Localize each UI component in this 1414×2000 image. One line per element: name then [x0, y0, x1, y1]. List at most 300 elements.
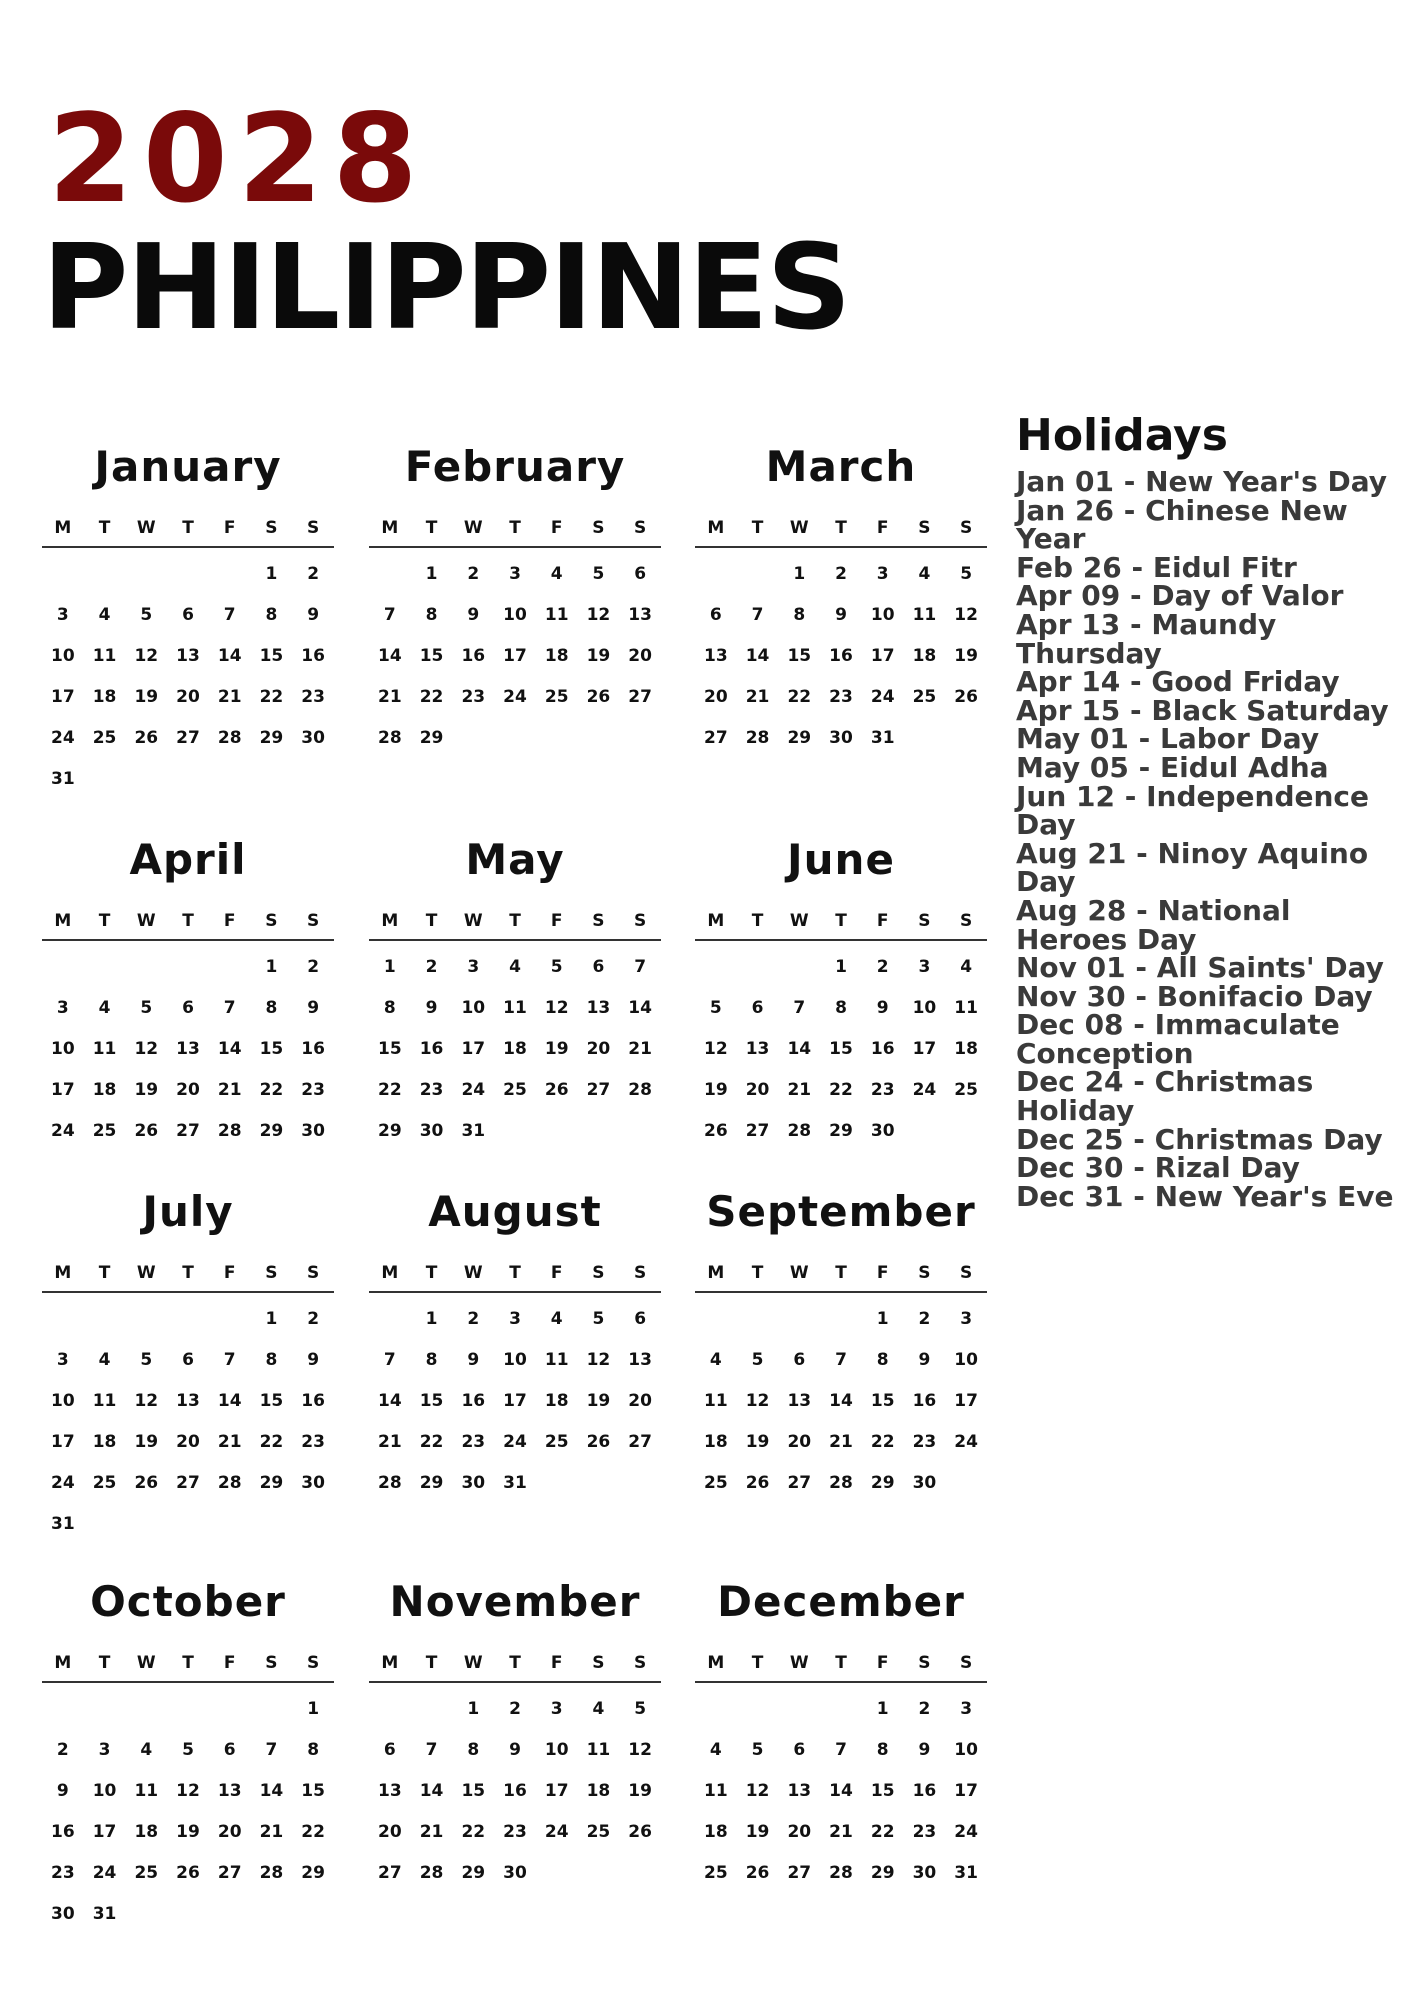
- weekday-label: S: [634, 1263, 647, 1283]
- day-cell: 14: [378, 646, 402, 666]
- weekday-label: W: [463, 911, 483, 931]
- weekday-label: S: [918, 1653, 931, 1673]
- day-cell: 12: [704, 1039, 728, 1059]
- day-cell: 15: [829, 1039, 853, 1059]
- day-cell: 10: [503, 1350, 527, 1370]
- day-cell: 9: [509, 1740, 521, 1760]
- day-cell: 30: [301, 728, 325, 748]
- day-cell: 29: [259, 1121, 284, 1141]
- day-cell: 30: [870, 1121, 895, 1141]
- day-cell: 20: [378, 1822, 402, 1842]
- weekday-label: S: [960, 1263, 973, 1283]
- empty-day-cell: [42, 1689, 84, 1730]
- weekday-label: F: [223, 518, 236, 538]
- holidays-title: Holidays: [1016, 410, 1228, 461]
- day-cell: 21: [745, 687, 770, 707]
- day-cell: 24: [51, 1121, 75, 1141]
- day-cell: 22: [378, 1080, 402, 1100]
- day-cell: 27: [628, 1432, 652, 1452]
- day-cell: 9: [56, 1781, 69, 1801]
- day-cell: 21: [378, 687, 402, 707]
- weekday-label: M: [54, 1263, 72, 1283]
- day-cell: 26: [704, 1121, 728, 1141]
- day-cell: 28: [628, 1080, 652, 1100]
- day-cell: 8: [265, 1350, 278, 1370]
- day-cell: 23: [912, 1822, 937, 1842]
- day-cell: 10: [954, 1740, 978, 1760]
- day-cell: 25: [912, 687, 937, 707]
- country-title: PHILIPPINES: [42, 218, 850, 356]
- weekday-header-row: [369, 516, 661, 548]
- day-cell: 18: [544, 646, 569, 666]
- day-cell: 28: [378, 728, 402, 748]
- day-cell: 20: [586, 1039, 611, 1059]
- month-september: [695, 1185, 987, 1504]
- weekday-label: W: [463, 1263, 483, 1283]
- day-cell: 12: [134, 1039, 159, 1059]
- day-cell: 23: [503, 1822, 527, 1842]
- day-grid: [695, 1299, 987, 1504]
- day-cell: 15: [419, 646, 444, 666]
- day-cell: 14: [378, 1391, 402, 1411]
- day-cell: 25: [586, 1822, 611, 1842]
- day-cell: 9: [918, 1350, 931, 1370]
- day-cell: 15: [301, 1781, 325, 1801]
- day-cell: 21: [787, 1080, 812, 1100]
- month-title: November: [389, 1577, 641, 1626]
- day-cell: 10: [51, 1039, 75, 1059]
- day-cell: 27: [586, 1080, 611, 1100]
- day-cell: 19: [954, 646, 978, 666]
- holiday-item: Aug 21 - Ninoy Aquino Day: [1016, 836, 1369, 899]
- weekday-label: F: [876, 1653, 889, 1673]
- day-grid: [369, 947, 661, 1152]
- empty-day-cell: [42, 554, 84, 595]
- weekday-header-row: [695, 909, 987, 941]
- weekday-header-row: [42, 1651, 334, 1683]
- month-november: [369, 1575, 661, 1894]
- day-cell: 5: [592, 564, 605, 584]
- day-cell: 10: [954, 1350, 978, 1370]
- day-cell: 18: [92, 1080, 117, 1100]
- day-cell: 2: [56, 1740, 69, 1760]
- day-cell: 1: [876, 1309, 889, 1329]
- weekday-header-row: [369, 1261, 661, 1293]
- day-cell: 3: [960, 1699, 973, 1719]
- weekday-label: M: [707, 1263, 725, 1283]
- weekday-label: T: [751, 1653, 764, 1673]
- day-cell: 16: [301, 1391, 325, 1411]
- day-cell: 5: [751, 1740, 764, 1760]
- day-cell: 27: [704, 728, 728, 748]
- day-cell: 14: [419, 1781, 444, 1801]
- day-cell: 22: [419, 687, 444, 707]
- day-grid: [695, 554, 987, 759]
- day-cell: 29: [787, 728, 812, 748]
- weekday-label: T: [425, 518, 438, 538]
- day-cell: 2: [307, 957, 320, 977]
- day-cell: 20: [704, 687, 728, 707]
- day-cell: 11: [586, 1740, 611, 1760]
- empty-day-cell: [737, 554, 779, 595]
- day-cell: 27: [378, 1863, 402, 1883]
- weekday-label: S: [592, 518, 605, 538]
- day-cell: 8: [383, 998, 396, 1018]
- holiday-item: Nov 30 - Bonifacio Day: [1016, 979, 1373, 1013]
- day-grid: [369, 554, 661, 759]
- day-cell: 29: [419, 1473, 444, 1493]
- day-cell: 24: [503, 1432, 527, 1452]
- empty-day-cell: [167, 947, 209, 988]
- holiday-list: [1016, 465, 1406, 1213]
- day-cell: 25: [92, 1121, 117, 1141]
- day-cell: 31: [461, 1121, 486, 1141]
- weekday-header-row: [369, 909, 661, 941]
- weekday-label: S: [307, 518, 320, 538]
- weekday-header-row: [42, 516, 334, 548]
- weekday-label: M: [381, 1263, 399, 1283]
- weekday-label: W: [136, 911, 156, 931]
- empty-day-cell: [737, 947, 779, 988]
- empty-day-cell: [84, 1689, 126, 1730]
- day-cell: 9: [307, 605, 320, 625]
- month-title: June: [787, 835, 895, 884]
- day-cell: 12: [954, 605, 978, 625]
- weekday-label: F: [223, 1263, 236, 1283]
- day-cell: 2: [835, 564, 847, 584]
- day-cell: 14: [829, 1391, 853, 1411]
- day-cell: 18: [544, 1391, 569, 1411]
- day-cell: 1: [876, 1699, 889, 1719]
- weekday-label: S: [592, 1263, 605, 1283]
- day-cell: 29: [870, 1863, 895, 1883]
- day-cell: 13: [378, 1781, 402, 1801]
- weekday-label: T: [509, 518, 521, 538]
- day-cell: 22: [259, 1432, 284, 1452]
- day-cell: 5: [140, 998, 153, 1018]
- day-cell: 11: [954, 998, 978, 1018]
- empty-day-cell: [125, 554, 167, 595]
- month-august: [369, 1185, 661, 1504]
- empty-day-cell: [778, 1299, 820, 1340]
- weekday-label: S: [634, 1653, 647, 1673]
- day-cell: 16: [51, 1822, 75, 1842]
- day-cell: 28: [259, 1863, 284, 1883]
- day-cell: 26: [586, 687, 611, 707]
- empty-day-cell: [695, 947, 737, 988]
- day-cell: 12: [628, 1740, 652, 1760]
- day-cell: 8: [425, 1350, 438, 1370]
- day-cell: 30: [503, 1863, 527, 1883]
- empty-day-cell: [251, 1689, 293, 1730]
- day-cell: 31: [503, 1473, 527, 1493]
- weekday-label: T: [835, 1653, 847, 1673]
- weekday-label: M: [707, 911, 725, 931]
- day-cell: 18: [704, 1432, 728, 1452]
- empty-day-cell: [737, 1689, 779, 1730]
- day-cell: 27: [745, 1121, 770, 1141]
- day-cell: 26: [628, 1822, 652, 1842]
- day-cell: 23: [301, 687, 325, 707]
- day-cell: 5: [960, 564, 973, 584]
- day-cell: 10: [51, 1391, 75, 1411]
- day-cell: 13: [176, 1391, 200, 1411]
- day-cell: 14: [787, 1039, 812, 1059]
- day-cell: 30: [419, 1121, 444, 1141]
- day-cell: 22: [259, 1080, 284, 1100]
- weekday-label: M: [381, 518, 399, 538]
- day-cell: 5: [140, 1350, 153, 1370]
- weekday-label: T: [509, 911, 521, 931]
- day-cell: 3: [56, 998, 69, 1018]
- day-cell: 2: [509, 1699, 521, 1719]
- day-cell: 23: [870, 1080, 895, 1100]
- day-cell: 30: [51, 1904, 75, 1924]
- day-cell: 7: [223, 605, 236, 625]
- empty-day-cell: [125, 1689, 167, 1730]
- weekday-label: W: [463, 1653, 483, 1673]
- day-cell: 19: [134, 1080, 159, 1100]
- day-cell: 1: [835, 957, 847, 977]
- day-cell: 3: [56, 605, 69, 625]
- day-cell: 21: [628, 1039, 652, 1059]
- month-april: [42, 833, 334, 1152]
- day-cell: 26: [134, 1121, 159, 1141]
- day-cell: 12: [586, 1350, 611, 1370]
- day-cell: 5: [140, 605, 153, 625]
- weekday-label: T: [751, 911, 764, 931]
- day-cell: 27: [217, 1863, 242, 1883]
- day-cell: 13: [745, 1039, 770, 1059]
- day-cell: 15: [259, 1039, 284, 1059]
- day-cell: 3: [876, 564, 889, 584]
- day-cell: 29: [829, 1121, 853, 1141]
- weekday-label: S: [265, 518, 278, 538]
- day-cell: 8: [467, 1740, 480, 1760]
- weekday-label: W: [136, 1263, 156, 1283]
- day-grid: [42, 1299, 334, 1545]
- day-cell: 5: [634, 1699, 647, 1719]
- day-cell: 13: [787, 1781, 812, 1801]
- empty-day-cell: [167, 1299, 209, 1340]
- weekday-label: T: [98, 518, 111, 538]
- day-cell: 24: [870, 687, 895, 707]
- day-cell: 9: [467, 1350, 480, 1370]
- day-cell: 28: [829, 1473, 853, 1493]
- day-cell: 12: [586, 605, 611, 625]
- empty-day-cell: [820, 1299, 862, 1340]
- day-grid: [369, 1689, 661, 1894]
- day-cell: 7: [835, 1350, 847, 1370]
- weekday-label: T: [182, 1263, 194, 1283]
- weekday-label: T: [509, 1263, 521, 1283]
- year-title: 2028: [48, 88, 428, 230]
- day-cell: 7: [425, 1740, 438, 1760]
- day-cell: 15: [870, 1781, 895, 1801]
- day-grid: [369, 1299, 661, 1504]
- month-october: [42, 1575, 334, 1935]
- weekday-label: M: [381, 1653, 399, 1673]
- day-cell: 26: [176, 1863, 200, 1883]
- weekday-header-row: [42, 909, 334, 941]
- day-cell: 5: [182, 1740, 194, 1760]
- day-cell: 23: [461, 687, 486, 707]
- month-title: January: [94, 442, 282, 491]
- day-cell: 13: [628, 1350, 652, 1370]
- day-cell: 16: [461, 1391, 486, 1411]
- day-cell: 21: [378, 1432, 402, 1452]
- month-title: May: [465, 835, 565, 884]
- day-cell: 3: [509, 1309, 521, 1329]
- day-cell: 19: [544, 1039, 569, 1059]
- day-cell: 1: [425, 1309, 438, 1329]
- day-cell: 3: [509, 564, 521, 584]
- day-cell: 27: [628, 687, 652, 707]
- day-cell: 19: [134, 1432, 159, 1452]
- day-cell: 9: [918, 1740, 931, 1760]
- holiday-item: Apr 09 - Day of Valor: [1016, 579, 1344, 613]
- holiday-item: May 05 - Eidul Adha: [1016, 750, 1329, 784]
- day-cell: 16: [419, 1039, 444, 1059]
- day-cell: 22: [829, 1080, 853, 1100]
- month-title: April: [129, 835, 247, 884]
- day-cell: 4: [140, 1740, 153, 1760]
- day-cell: 19: [628, 1781, 652, 1801]
- day-cell: 7: [383, 1350, 396, 1370]
- empty-day-cell: [209, 554, 251, 595]
- empty-day-cell: [167, 554, 209, 595]
- day-cell: 17: [51, 1080, 75, 1100]
- day-cell: 2: [876, 957, 889, 977]
- holiday-item: Aug 28 - National Heroes Day: [1016, 893, 1291, 956]
- day-cell: 20: [176, 1080, 200, 1100]
- day-cell: 11: [544, 605, 569, 625]
- day-cell: 25: [92, 1473, 117, 1493]
- weekday-label: S: [307, 911, 320, 931]
- day-cell: 31: [92, 1904, 117, 1924]
- empty-day-cell: [209, 1299, 251, 1340]
- day-cell: 4: [98, 605, 111, 625]
- empty-day-cell: [369, 1689, 411, 1730]
- calendar-months: [42, 440, 990, 1960]
- day-cell: 18: [134, 1822, 159, 1842]
- day-cell: 15: [787, 646, 812, 666]
- day-cell: 4: [550, 564, 563, 584]
- day-cell: 28: [419, 1863, 444, 1883]
- day-cell: 3: [467, 957, 480, 977]
- weekday-label: T: [835, 1263, 847, 1283]
- day-cell: 19: [134, 687, 159, 707]
- day-cell: 5: [751, 1350, 764, 1370]
- day-cell: 27: [176, 1473, 200, 1493]
- day-cell: 2: [307, 1309, 320, 1329]
- day-cell: 25: [954, 1080, 978, 1100]
- weekday-label: T: [425, 911, 438, 931]
- day-cell: 16: [503, 1781, 527, 1801]
- day-cell: 14: [217, 646, 242, 666]
- weekday-label: W: [463, 518, 483, 538]
- day-cell: 6: [634, 1309, 647, 1329]
- empty-day-cell: [209, 947, 251, 988]
- day-cell: 7: [793, 998, 806, 1018]
- day-cell: 30: [829, 728, 853, 748]
- holiday-item: Jan 01 - New Year's Day: [1016, 465, 1388, 498]
- day-cell: 24: [503, 687, 527, 707]
- weekday-label: S: [960, 911, 973, 931]
- holiday-item: Apr 13 - Maundy Thursday: [1016, 607, 1277, 670]
- day-cell: 28: [217, 1473, 242, 1493]
- weekday-label: S: [918, 911, 931, 931]
- day-cell: 8: [876, 1350, 889, 1370]
- month-title: October: [90, 1577, 286, 1626]
- day-cell: 11: [92, 1391, 117, 1411]
- day-cell: 4: [960, 957, 973, 977]
- weekday-label: M: [707, 518, 725, 538]
- day-cell: 17: [503, 1391, 527, 1411]
- day-cell: 3: [98, 1740, 111, 1760]
- day-cell: 13: [628, 605, 652, 625]
- day-cell: 23: [301, 1432, 325, 1452]
- day-cell: 25: [704, 1863, 728, 1883]
- day-cell: 10: [92, 1781, 117, 1801]
- weekday-label: F: [550, 518, 563, 538]
- day-cell: 22: [870, 1432, 895, 1452]
- day-cell: 24: [954, 1822, 978, 1842]
- day-cell: 30: [461, 1473, 486, 1493]
- day-cell: 2: [918, 1699, 931, 1719]
- weekday-label: T: [425, 1653, 438, 1673]
- day-cell: 5: [709, 998, 722, 1018]
- weekday-label: T: [98, 911, 111, 931]
- day-cell: 6: [223, 1740, 236, 1760]
- day-cell: 20: [628, 1391, 652, 1411]
- day-cell: 27: [787, 1863, 812, 1883]
- day-cell: 20: [176, 1432, 200, 1452]
- day-cell: 7: [634, 957, 647, 977]
- day-cell: 28: [217, 1121, 242, 1141]
- day-cell: 20: [628, 646, 652, 666]
- day-cell: 24: [544, 1822, 569, 1842]
- weekday-label: F: [550, 1653, 563, 1673]
- empty-day-cell: [84, 554, 126, 595]
- day-cell: 26: [745, 1863, 770, 1883]
- day-cell: 21: [419, 1822, 444, 1842]
- day-cell: 25: [544, 1432, 569, 1452]
- day-cell: 22: [301, 1822, 325, 1842]
- day-cell: 9: [307, 1350, 320, 1370]
- day-cell: 29: [461, 1863, 486, 1883]
- day-cell: 13: [787, 1391, 812, 1411]
- day-cell: 4: [550, 1309, 563, 1329]
- day-cell: 22: [870, 1822, 895, 1842]
- day-cell: 11: [544, 1350, 569, 1370]
- day-cell: 7: [751, 605, 764, 625]
- day-cell: 23: [51, 1863, 75, 1883]
- day-cell: 27: [176, 1121, 200, 1141]
- weekday-header-row: [369, 1651, 661, 1683]
- day-cell: 7: [223, 1350, 236, 1370]
- weekday-label: S: [307, 1263, 320, 1283]
- holiday-item: Dec 25 - Christmas Day: [1016, 1122, 1383, 1156]
- day-cell: 12: [134, 646, 159, 666]
- empty-day-cell: [695, 1689, 737, 1730]
- day-cell: 12: [745, 1781, 770, 1801]
- weekday-label: F: [876, 1263, 889, 1283]
- weekday-label: F: [550, 911, 563, 931]
- holiday-item: Apr 15 - Black Saturday: [1016, 693, 1389, 727]
- day-cell: 24: [461, 1080, 486, 1100]
- day-cell: 25: [704, 1473, 728, 1493]
